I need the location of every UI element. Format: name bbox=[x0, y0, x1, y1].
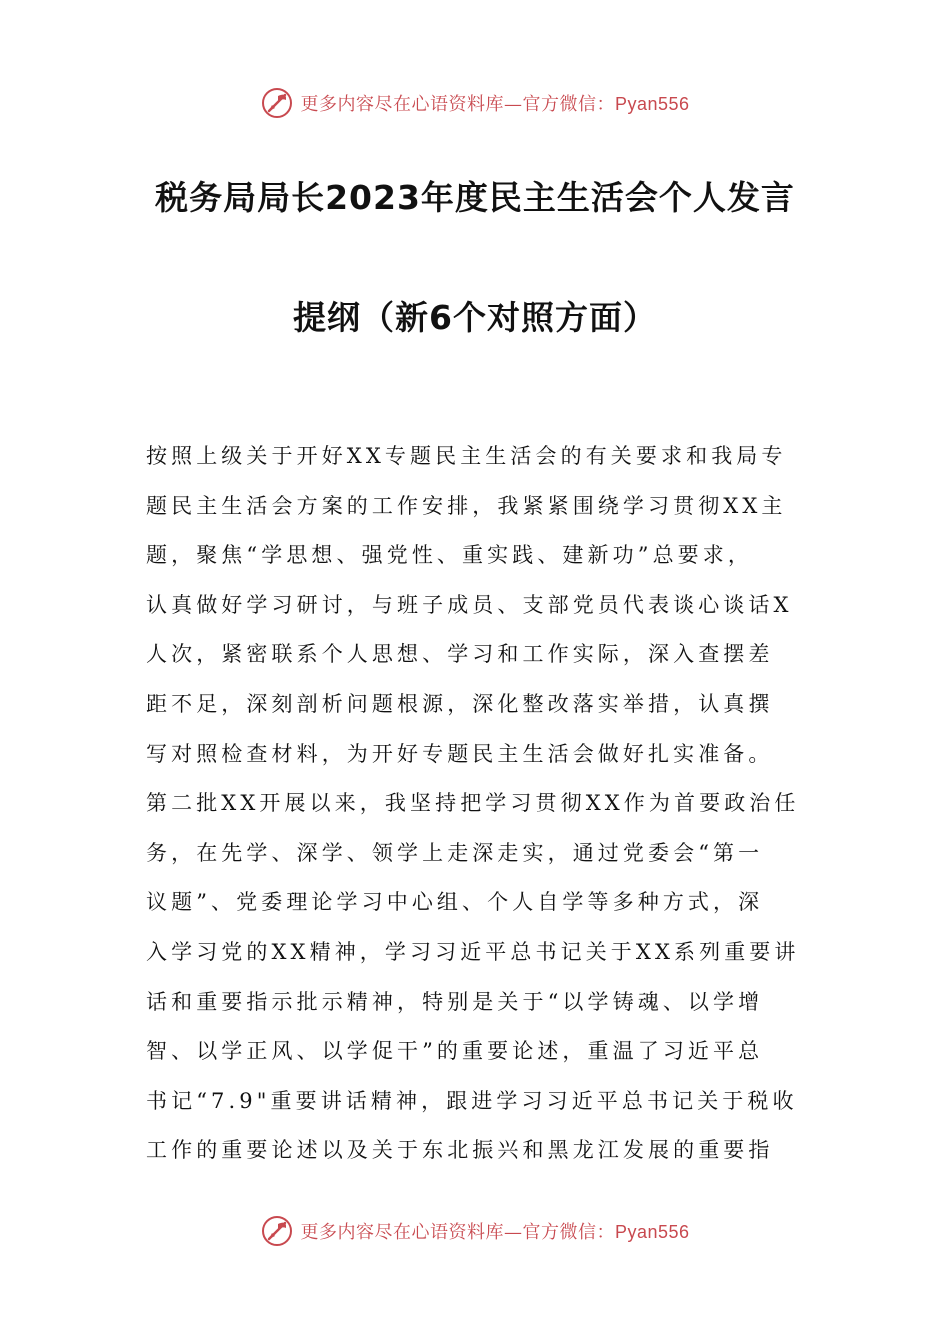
body-paragraphs bbox=[146, 432, 806, 1176]
watermark-text-bottom bbox=[300, 1218, 689, 1244]
document-title-line-2: 提纲（新6个对照方面） bbox=[293, 298, 657, 337]
wechat-id: Pyan556 bbox=[614, 94, 690, 114]
document-title-line-1: 税务局局长2023年度民主生活会个人发言 bbox=[155, 178, 795, 217]
body-line: 议题”、党委理论学习中心组、个人自学等多种方式，深 bbox=[146, 890, 764, 915]
body-line: 认真做好学习研讨，与班子成员、支部党员代表谈心谈话X bbox=[146, 592, 793, 617]
body-line: 书记“7.9"重要讲话精神，跟进学习习近平总书记关于税收 bbox=[146, 1088, 798, 1113]
body-line: 距不足，深刻剖析问题根源，深化整改落实举措，认真撰 bbox=[146, 691, 774, 716]
body-line: 人次，紧密联系个人思想、学习和工作实际，深入查摆差 bbox=[146, 642, 774, 667]
body-line: 题，聚焦“学思想、强党性、重实践、建新功”总要求， bbox=[146, 543, 753, 568]
watermark-text-top bbox=[300, 90, 689, 116]
body-line: 工作的重要论述以及关于东北振兴和黑龙江发展的重要指 bbox=[146, 1138, 774, 1163]
quill-logo-icon bbox=[260, 1214, 294, 1248]
quill-logo-icon bbox=[260, 86, 294, 120]
body-line: 话和重要指示批示精神，特别是关于“以学铸魂、以学增 bbox=[146, 989, 764, 1014]
watermark-banner-top bbox=[0, 80, 950, 126]
body-line: 智、以学正风、以学促干”的重要论述，重温了习近平总 bbox=[146, 1039, 764, 1064]
body-line: 务，在先学、深学、领学上走深走实，通过党委会“第一 bbox=[146, 840, 764, 865]
wechat-id: Pyan556 bbox=[614, 1222, 690, 1242]
watermark-caption: 更多内容尽在心语资料库—官方微信： bbox=[300, 94, 615, 115]
watermark-banner-bottom bbox=[0, 1208, 950, 1254]
body-line: 按照上级关于开好XX专题民主生活会的有关要求和我局专 bbox=[146, 444, 787, 468]
watermark-caption: 更多内容尽在心语资料库—官方微信： bbox=[300, 1222, 615, 1243]
body-line: 入学习党的XX精神，学习习近平总书记关于XX系列重要讲 bbox=[146, 939, 800, 964]
body-line: 题民主生活会方案的工作安排，我紧紧围绕学习贯彻XX主 bbox=[146, 493, 787, 518]
body-line: 写对照检查材料，为开好专题民主生活会做好扎实准备。 bbox=[146, 741, 774, 766]
body-line: 第二批XX开展以来，我坚持把学习贯彻XX作为首要政治任 bbox=[146, 791, 800, 816]
